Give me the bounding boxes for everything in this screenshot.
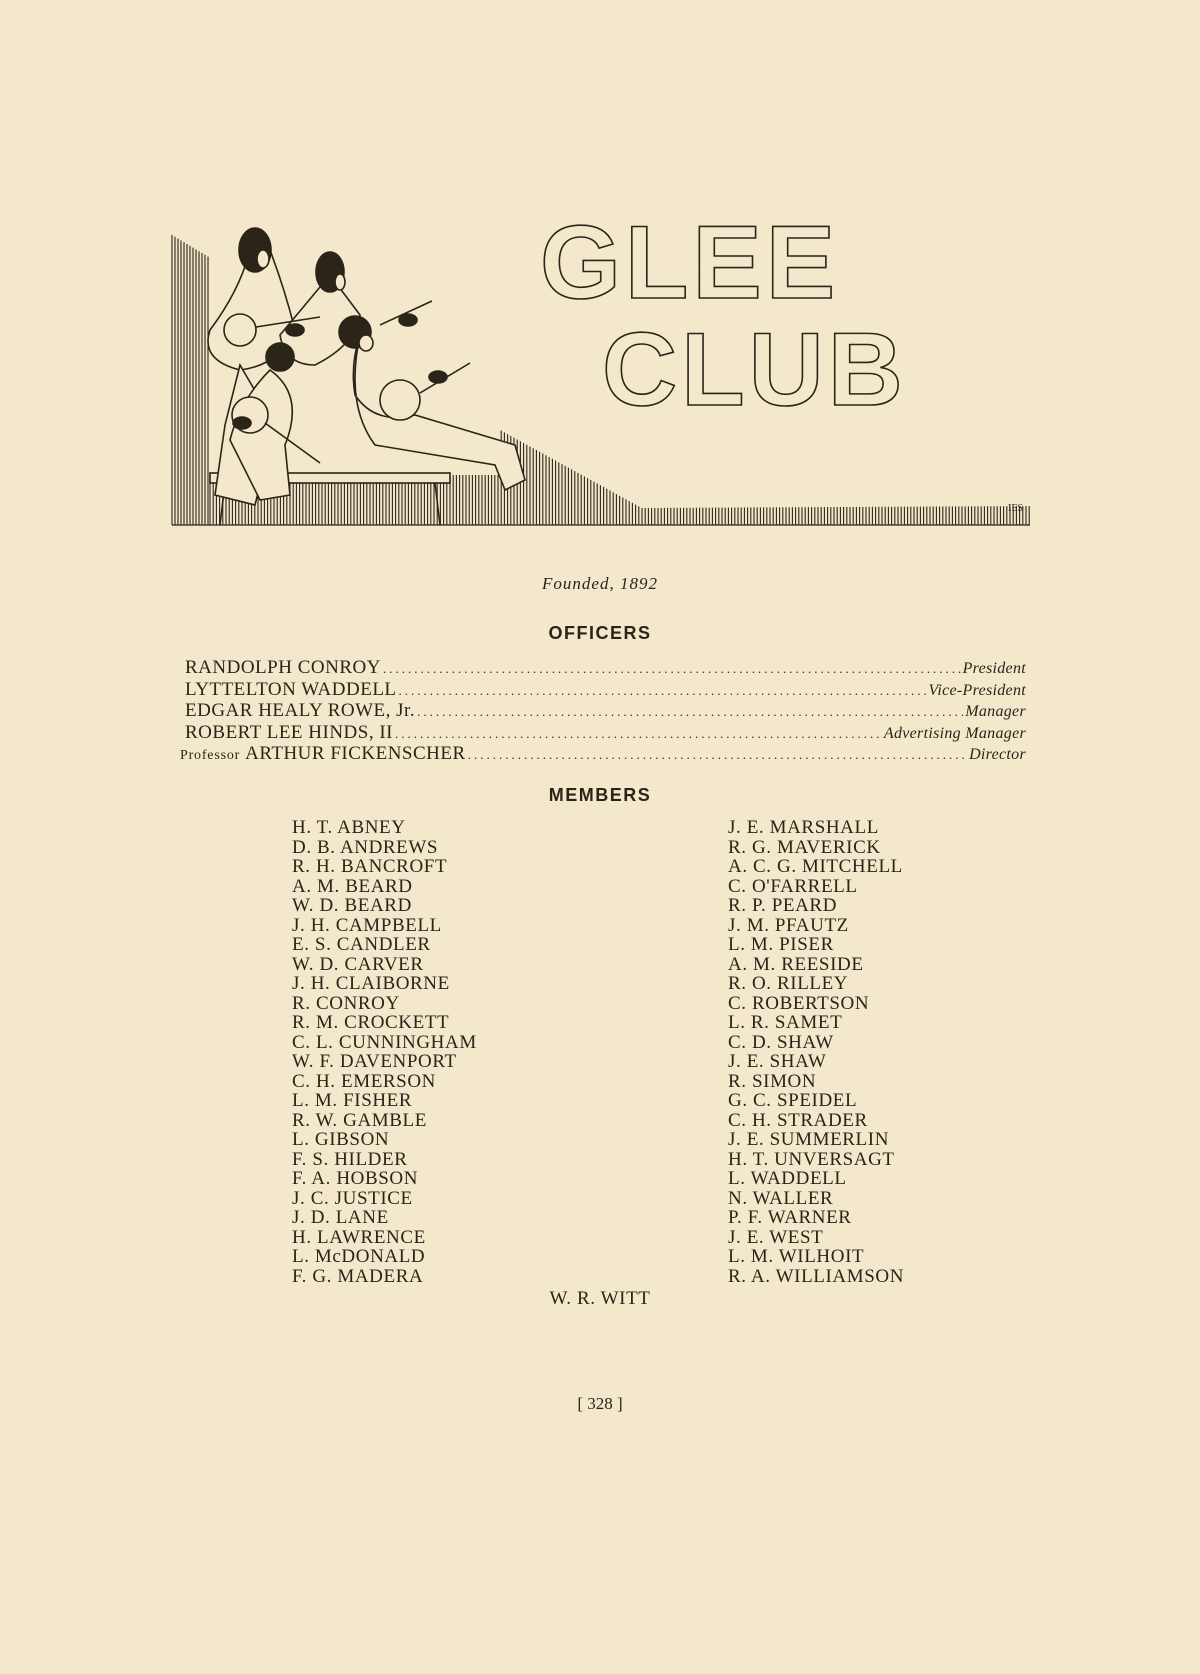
member-name: J. H. CLAIBORNE	[292, 973, 450, 994]
officer-name: ROBERT LEE HINDS, II	[185, 722, 393, 743]
member-name: R. CONROY	[292, 992, 400, 1014]
member-name: W. F. DAVENPORT	[292, 1051, 457, 1072]
member-name: C. O'FARRELL	[728, 875, 858, 897]
officer-role: Advertising Manager	[883, 724, 1026, 742]
officer-row	[180, 723, 1026, 745]
banjo-players-figure	[208, 228, 525, 525]
member-name: L. McDONALD	[292, 1246, 426, 1267]
member-name: J. M. PFAUTZ	[728, 914, 849, 936]
glee-club-illustration	[170, 205, 1040, 535]
member-name: R. O. RILLEY	[728, 973, 849, 994]
member-name: L. M. WILHOIT	[728, 1246, 865, 1267]
officer-row	[180, 658, 1026, 680]
officer-title: Professor	[180, 748, 241, 763]
member-name: R. P. PEARD	[728, 895, 838, 916]
officer-role: Director	[969, 746, 1026, 763]
member-name: H. T. UNVERSAGT	[728, 1148, 895, 1170]
member-name: R. SIMON	[728, 1070, 817, 1092]
dot-leader	[395, 724, 882, 744]
member-name: C. D. SHAW	[728, 1031, 834, 1053]
member-name: R. W. GAMBLE	[292, 1109, 427, 1131]
dot-leader	[468, 745, 967, 765]
member-name: A. M. REESIDE	[728, 953, 864, 975]
member-name: C. H. EMERSON	[292, 1070, 436, 1092]
member-name: J. E. MARSHALL	[728, 817, 879, 838]
member-name: L. M. FISHER	[292, 1090, 413, 1111]
member-name: F. A. HOBSON	[292, 1168, 419, 1189]
member-name: J. E. WEST	[728, 1226, 824, 1248]
member-name: R. G. MAVERICK	[728, 836, 881, 858]
member-name: C. L. CUNNINGHAM	[292, 1031, 477, 1053]
dot-leader	[417, 702, 963, 722]
officer-row	[180, 744, 1026, 766]
members-left-column	[292, 818, 477, 1286]
officers-heading: OFFICERS	[548, 623, 652, 643]
member-name: H. T. ABNEY	[292, 817, 406, 838]
members-heading: MEMBERS	[548, 785, 652, 805]
officers-list	[180, 658, 1026, 766]
member-name: L. GIBSON	[292, 1129, 390, 1150]
member-name: G. C. SPEIDEL	[728, 1090, 858, 1111]
member-name: E. S. CANDLER	[292, 934, 431, 955]
page-number: [ 328 ]	[577, 1394, 623, 1413]
member-name: N. WALLER	[728, 1187, 834, 1209]
member-name: F. G. MADERA	[292, 1265, 424, 1287]
member-name: J. H. CAMPBELL	[292, 914, 442, 936]
member-name: W. D. CARVER	[292, 953, 424, 975]
officer-name: EDGAR HEALY ROWE, Jr.	[185, 701, 416, 721]
member-name: J. E. SHAW	[728, 1051, 827, 1072]
member-name: J. D. LANE	[292, 1207, 389, 1228]
member-name: C. H. STRADER	[728, 1109, 868, 1131]
member-name: R. A. WILLIAMSON	[728, 1265, 905, 1287]
officer-row	[180, 701, 1026, 723]
dot-leader	[383, 659, 961, 679]
artist-monogram: IES	[1008, 503, 1023, 514]
member-name: L. M. PISER	[728, 934, 834, 955]
member-name: W. D. BEARD	[292, 895, 412, 916]
member-name-last: W. R. WITT	[549, 1288, 651, 1309]
member-name: L. R. SAMET	[728, 1012, 843, 1033]
officer-row	[180, 680, 1026, 702]
officer-role: President	[962, 660, 1026, 677]
members-right-column	[728, 818, 904, 1286]
member-name: R. M. CROCKETT	[292, 1012, 450, 1033]
officer-role: Manager	[965, 703, 1026, 720]
member-name: H. LAWRENCE	[292, 1226, 426, 1248]
member-name: R. H. BANCROFT	[292, 856, 448, 877]
member-name: J. C. JUSTICE	[292, 1187, 413, 1209]
officer-name: RANDOLPH CONROY	[185, 658, 381, 678]
member-name: D. B. ANDREWS	[292, 836, 439, 858]
officer-role: Vice-President	[928, 681, 1026, 699]
officer-name: ARTHUR FICKENSCHER	[245, 744, 466, 764]
member-name: F. S. HILDER	[292, 1148, 408, 1170]
member-name: A. M. BEARD	[292, 875, 413, 897]
title-line-club: CLUB	[602, 312, 907, 428]
member-name: L. WADDELL	[728, 1168, 847, 1189]
founded-line: Founded, 1892	[542, 574, 658, 593]
member-name: P. F. WARNER	[728, 1207, 852, 1228]
title-line-glee: GLEE	[540, 205, 840, 321]
member-name: A. C. G. MITCHELL	[728, 856, 903, 877]
member-name: C. ROBERTSON	[728, 992, 870, 1014]
member-name: J. E. SUMMERLIN	[728, 1129, 890, 1150]
officer-name: LYTTELTON WADDELL	[185, 679, 397, 700]
dot-leader	[399, 681, 927, 701]
